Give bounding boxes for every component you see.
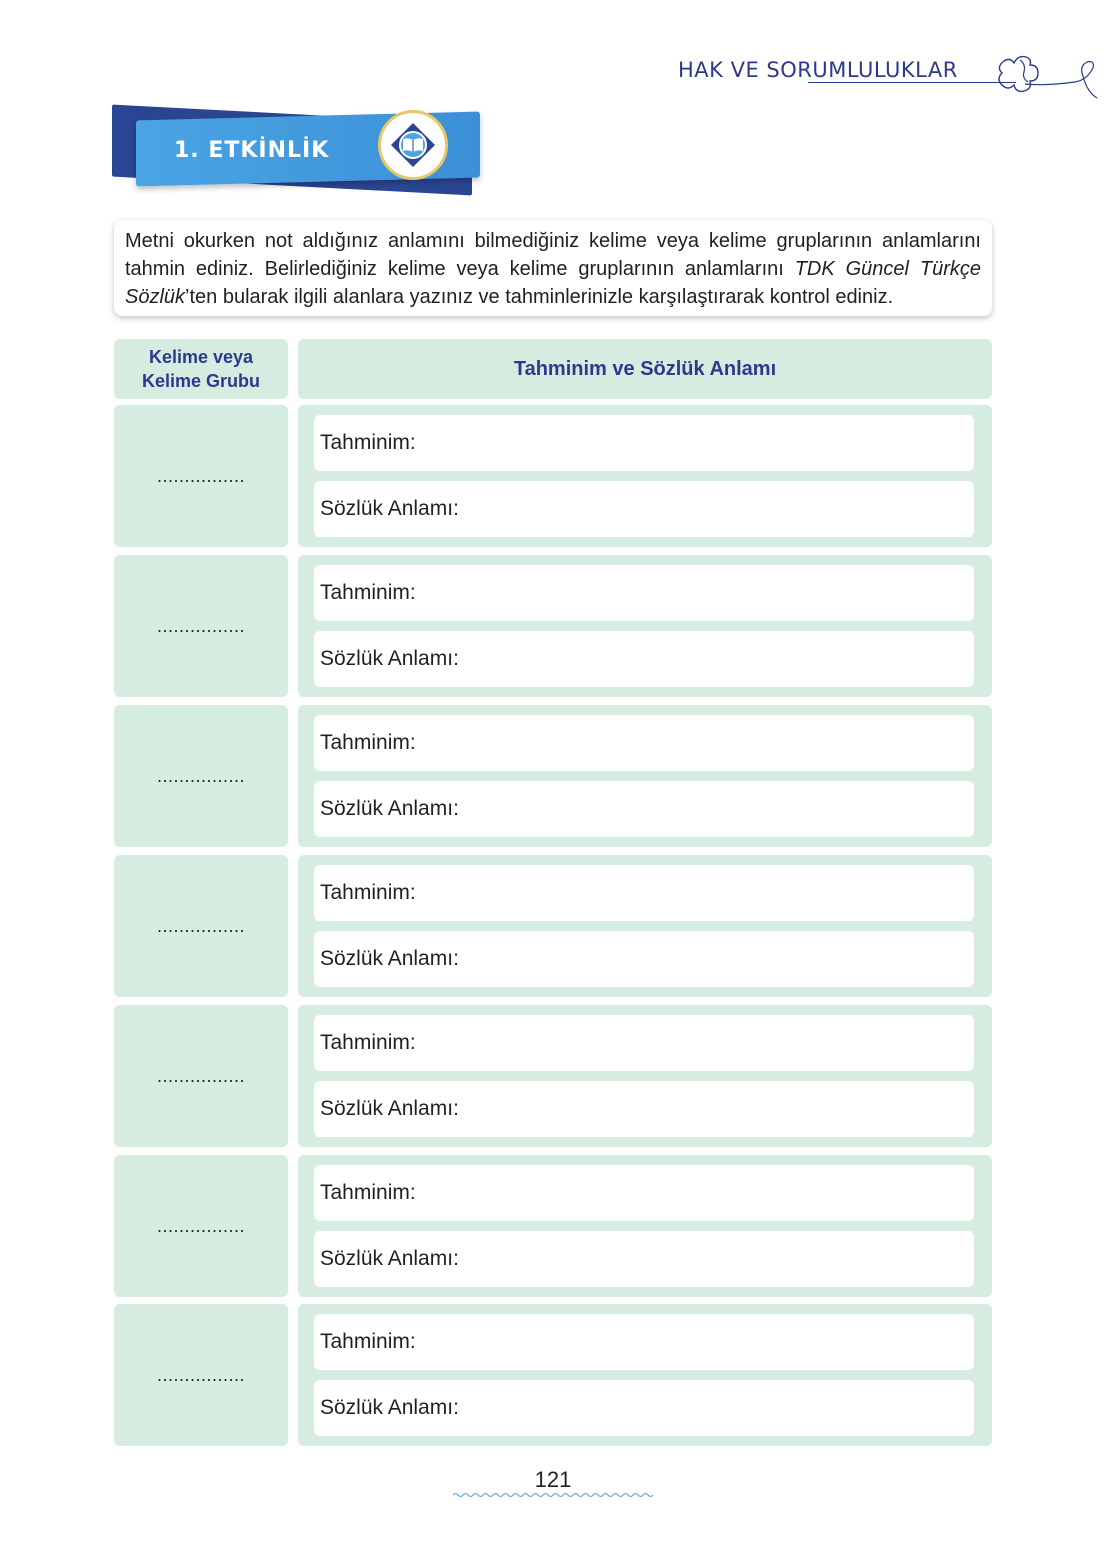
word-cell[interactable]: ................ [114,1005,288,1147]
meaning-cell [298,555,992,697]
dictionary-meaning-field[interactable] [314,631,974,687]
badge-icon-circle [378,110,448,180]
page-number-underline-decoration [453,1492,653,1498]
guess-label: Tahminim: [320,881,416,904]
meaning-cell [298,855,992,997]
guess-label: Tahminim: [320,1330,416,1353]
table-header-meaning: Tahminim ve Sözlük Anlamı [298,339,992,399]
chapter-title-underline [808,82,1016,83]
guess-label: Tahminim: [320,1181,416,1204]
table-header-word-line1: Kelime veya [148,347,254,367]
table-header-word [114,339,288,399]
instruction-text-part1: Metni okurken not aldığınız anlamını bilmediğiniz kelime veya kelime gruplarının anlamlarını tahmin ediniz. Belirlediğiniz kelime veya kelime gruplarının anlamlarını [125,230,981,280]
chapter-title: HAK VE SORUMLULUKLAR [678,58,958,82]
dictionary-meaning-label: Sözlük Anlamı: [320,797,459,820]
word-cell[interactable]: ................ [114,555,288,697]
dictionary-meaning-field[interactable] [314,481,974,537]
dictionary-meaning-label: Sözlük Anlamı: [320,647,459,670]
page-number: 121 [534,1467,572,1492]
guess-field[interactable] [314,565,974,621]
meaning-cell [298,705,992,847]
guess-field[interactable] [314,1165,974,1221]
table-header-word-line2: Kelime Grubu [141,371,261,391]
dictionary-meaning-label: Sözlük Anlamı: [320,497,459,520]
guess-field[interactable] [314,865,974,921]
guess-field[interactable] [314,1015,974,1071]
puzzle-piece-icon [990,38,1100,103]
dictionary-meaning-field[interactable] [314,1081,974,1137]
word-cell[interactable]: ................ [114,855,288,997]
meaning-cell [298,1005,992,1147]
meaning-cell [298,405,992,547]
guess-field[interactable] [314,1314,974,1370]
open-book-icon [389,121,437,169]
dictionary-meaning-label: Sözlük Anlamı: [320,1097,459,1120]
word-cell[interactable]: ................ [114,405,288,547]
instruction-box [114,220,992,316]
instruction-text-part2: ’ten bularak ilgili alanlara yazınız ve tahminlerinizle karşılaştırarak kontrol ediniz. [185,286,894,308]
guess-label: Tahminim: [320,431,416,454]
dictionary-meaning-label: Sözlük Anlamı: [320,1247,459,1270]
guess-label: Tahminim: [320,581,416,604]
guess-label: Tahminim: [320,1031,416,1054]
guess-field[interactable] [314,715,974,771]
dictionary-meaning-field[interactable] [314,931,974,987]
meaning-cell [298,1155,992,1297]
instruction-source-title: TDK Güncel Türkçe Sözlük [125,258,981,308]
guess-field[interactable] [314,415,974,471]
activity-badge [112,108,492,200]
word-cell[interactable]: ................ [114,1304,288,1446]
dictionary-meaning-label: Sözlük Anlamı: [320,1396,459,1419]
dictionary-meaning-field[interactable] [314,1380,974,1436]
word-cell[interactable]: ................ [114,705,288,847]
meaning-cell [298,1304,992,1446]
guess-label: Tahminim: [320,731,416,754]
dictionary-meaning-field[interactable] [314,781,974,837]
activity-label: 1. ETKİNLİK [174,138,330,163]
word-cell[interactable]: ................ [114,1155,288,1297]
dictionary-meaning-label: Sözlük Anlamı: [320,947,459,970]
dictionary-meaning-field[interactable] [314,1231,974,1287]
